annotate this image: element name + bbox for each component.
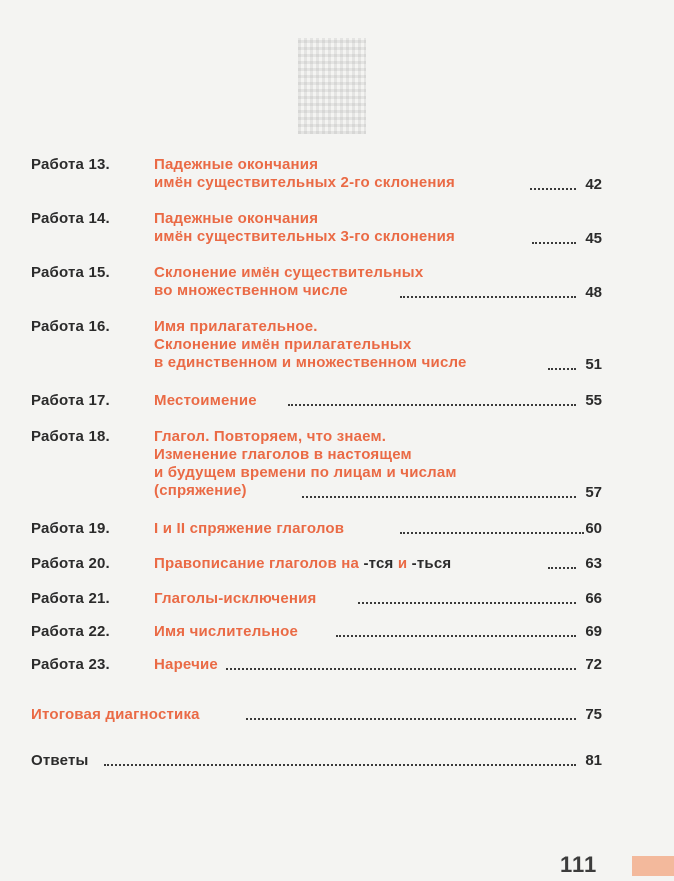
leader-dots (358, 602, 576, 604)
entry-title: Склонение имён существительных во множественном числе (154, 264, 424, 299)
entry-title: Падежные окончания имён существительных 3-го склонения (154, 210, 456, 245)
entry-label: Работа 20. (31, 555, 110, 572)
entry-page: 66 (585, 590, 602, 607)
entry-label: Работа 19. (31, 520, 110, 537)
entry-label: Работа 16. (31, 318, 110, 335)
entry-title: Правописание глаголов на -тся и -ться (154, 555, 452, 572)
entry-page: 55 (585, 392, 602, 409)
entry-page: 72 (585, 656, 602, 673)
entry-page: 69 (585, 623, 602, 640)
entry-label: Работа 18. (31, 428, 110, 445)
leader-dots (530, 188, 576, 190)
entry-title: Глагол. Повторяем, что знаем. Изменение глаголов в настоящем и будущем времени по лицам и числам (спряжение) (154, 428, 457, 499)
entry-label: Работа 14. (31, 210, 110, 227)
entry-label: Работа 21. (31, 590, 110, 607)
leader-dots (400, 532, 584, 534)
leader-dots (226, 668, 576, 670)
leader-dots (532, 242, 576, 244)
entry-page: 75 (585, 706, 602, 723)
entry-label: Работа 17. (31, 392, 110, 409)
entry-title: Падежные окончания имён существительных 2-го склонения (154, 156, 456, 191)
footer-color-bar (632, 856, 674, 876)
entry-title: I и II спряжение глаголов (154, 520, 345, 537)
qr-code-bleed-through (298, 38, 366, 134)
leader-dots (400, 296, 576, 298)
entry-title: Глаголы-исключения (154, 590, 317, 607)
entry-page: 57 (585, 484, 602, 501)
entry-title: Имя числительное (154, 623, 299, 640)
entry-label: Работа 22. (31, 623, 110, 640)
entry-page: 81 (585, 752, 602, 769)
leader-dots (288, 404, 576, 406)
entry-title: Имя прилагательное. Склонение имён прилагательных в единственном и множественном числе (154, 318, 467, 371)
entry-label: Работа 15. (31, 264, 110, 281)
entry-page: 60 (585, 520, 602, 537)
leader-dots (246, 718, 576, 720)
entry-page: 45 (585, 230, 602, 247)
entry-page: 63 (585, 555, 602, 572)
entry-label: Работа 13. (31, 156, 110, 173)
footer-page-number: 111 (560, 852, 598, 877)
entry-page: 42 (585, 176, 602, 193)
final-diagnostics-title: Итоговая диагностика (31, 706, 200, 723)
leader-dots (104, 764, 576, 766)
entry-page: 48 (585, 284, 602, 301)
leader-dots (548, 368, 576, 370)
entry-title: Местоимение (154, 392, 257, 409)
leader-dots (336, 635, 576, 637)
entry-label: Работа 23. (31, 656, 110, 673)
entry-page: 51 (585, 356, 602, 373)
leader-dots (548, 567, 576, 569)
leader-dots (302, 496, 576, 498)
entry-title: Наречие (154, 656, 218, 673)
answers-title: Ответы (31, 752, 89, 769)
